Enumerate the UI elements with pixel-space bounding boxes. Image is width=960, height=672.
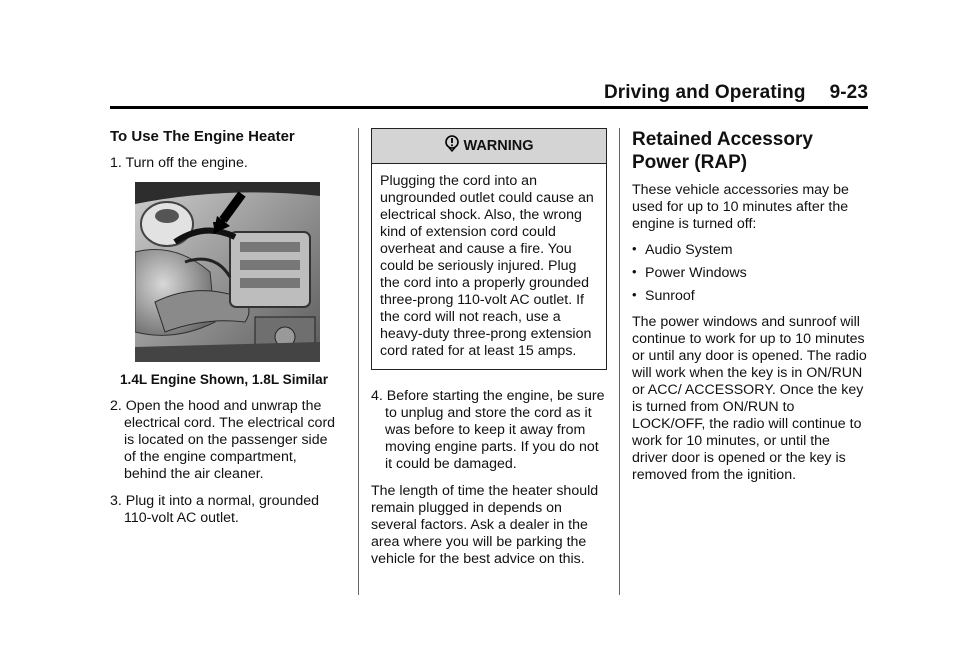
header-text xyxy=(604,82,868,104)
column-left xyxy=(110,128,338,537)
page-number: 9-23 xyxy=(829,82,868,103)
rap-paragraph: The power windows and sunroof will continue to work for up to 10 minutes or until any door is opened. The radio will work when the key is in ON/RUN or ACC/ ACCESSORY. Once the key is turned from ON/RUN to LOCK/OFF, the radio will continue to work for 10 minutes, or until the driver door is opened or the key is removed from the ignition. xyxy=(632,314,867,483)
step-2: 2. Open the hood and unwrap the electrical cord. The electrical cord is located on the passenger side of the engine compartment, behind the air cleaner. xyxy=(110,398,336,482)
warning-header xyxy=(372,129,606,164)
warning-title: WARNING xyxy=(463,137,534,154)
accessory-list xyxy=(632,242,868,305)
list-item xyxy=(632,288,868,305)
section-title: Driving and Operating xyxy=(603,82,806,103)
list-item-text: Power Windows xyxy=(645,265,747,281)
list-item xyxy=(632,242,868,259)
step-4: 4. Before starting the engine, be sure to unplug and store the cord as it was before to keep it away from moving engine parts. If you do not it could be damaged. xyxy=(371,388,605,472)
list-item-text: Audio System xyxy=(645,242,733,258)
warning-text: Plugging the cord into an ungrounded outlet could cause an electrical shock. Also, the wrong kind of extension cord could overheat and cause a fire. You could be seriously injured. Plug the cord into a properly grounded three-prong 110-volt AC outlet. If the cord will not reach, use a heavy-duty three-prong extension cord rated for at least 15 amps. xyxy=(380,173,594,359)
list-item-text: Sunroof xyxy=(645,288,695,304)
rap-intro: These vehicle accessories may be used for up to 10 minutes after the engine is turned off: xyxy=(632,182,849,232)
bullet-icon: • xyxy=(632,241,637,256)
step-3: 3. Plug it into a normal, grounded 110-volt AC outlet. xyxy=(110,493,320,526)
heater-duration-paragraph: The length of time the heater should remain plugged in depends on several factors. Ask a dealer in the area where you will be parking the vehicle for the best advice on this. xyxy=(371,483,599,567)
warning-symbol-icon xyxy=(444,135,460,157)
engine-compartment-image xyxy=(135,182,320,362)
step-1: 1. Turn off the engine. xyxy=(110,155,248,171)
rap-title: Retained Accessory Power (RAP) xyxy=(632,129,813,173)
column-right xyxy=(632,128,868,493)
column-divider xyxy=(358,128,359,595)
page-header xyxy=(110,82,868,109)
column-middle xyxy=(371,128,607,577)
list-item xyxy=(632,265,868,282)
bullet-icon: • xyxy=(632,264,637,279)
warning-box xyxy=(371,128,607,370)
column-divider xyxy=(619,128,620,595)
engine-heater-heading: To Use The Engine Heater xyxy=(110,128,295,145)
figure-caption: 1.4L Engine Shown, 1.8L Similar xyxy=(120,372,328,387)
bullet-icon: • xyxy=(632,287,637,302)
